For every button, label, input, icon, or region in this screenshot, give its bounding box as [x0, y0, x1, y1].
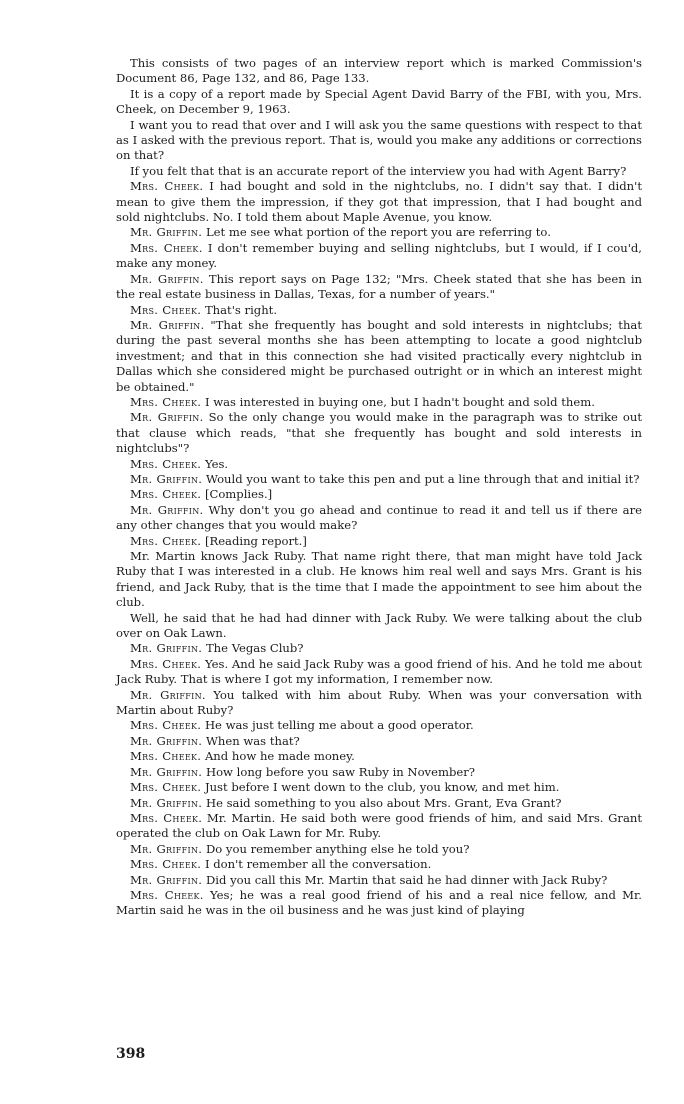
speaker-name: Mrs. Cheek.: [130, 302, 202, 317]
speaker-name: Mrs. Cheek.: [130, 240, 203, 255]
paragraph-text: This report says on Page 132; "Mrs. Cheek stated that she has been in the real estate business in Dallas, Texas, for a number of years.": [116, 271, 643, 302]
speaker-name: Mr. Griffin.: [130, 410, 204, 425]
paragraph-text: Yes; he was a real good friend of his and a real nice fellow, and Mr. Martin said he was in the oil business and he was just kind of playing: [116, 887, 642, 918]
paragraph: [116, 164, 642, 179]
speaker-paragraph: [116, 796, 642, 811]
paragraph-text: Would you want to take this pen and put a line through that and initial it?: [205, 471, 640, 486]
speaker-paragraph: [116, 873, 642, 888]
paragraph-text: [Complies.]: [204, 487, 273, 502]
speaker-name: Mrs. Cheek.: [130, 456, 202, 471]
speaker-name: Mrs. Cheek.: [130, 749, 202, 764]
speaker-name: Mr. Griffin.: [130, 641, 203, 656]
paragraph-text: I was interested in buying one, but I hadn't bought and sold them.: [204, 394, 595, 409]
paragraph-text: If you felt that that is an accurate report of the interview you had with Agent Barry?: [130, 163, 627, 178]
speaker-name: Mrs. Cheek.: [130, 179, 204, 194]
speaker-paragraph: [116, 657, 642, 688]
speaker-name: Mrs. Cheek.: [130, 810, 203, 825]
speaker-name: Mr. Griffin.: [130, 795, 203, 810]
speaker-paragraph: [116, 410, 642, 456]
speaker-name: Mrs. Cheek.: [130, 394, 202, 409]
speaker-paragraph: [116, 842, 642, 857]
paragraph-text: Did you call this Mr. Martin that said he had dinner with Jack Ruby?: [205, 872, 608, 887]
speaker-paragraph: [116, 241, 642, 272]
paragraph-text: I don't remember all the conversation.: [204, 857, 432, 872]
speaker-name: Mrs. Cheek.: [130, 533, 202, 548]
speaker-paragraph: [116, 303, 642, 318]
paragraph-text: That's right.: [204, 302, 278, 317]
speaker-name: Mr. Griffin.: [130, 502, 204, 517]
paragraph-text: It is a copy of a report made by Special Agent David Barry of the FBI, with you, Mrs. Cheek, on December 9, 1963.: [116, 86, 642, 117]
page-number: 398: [116, 1046, 146, 1062]
paragraph-text: Mr. Martin knows Jack Ruby. That name right there, that man might have told Jack Ruby that I was interested in a club. He knows him real well and says Mrs. Grant is his friend, and Jack Ruby, that is the time that I made the appointment to see him about the club.: [116, 549, 642, 610]
paragraph-text: Do you remember anything else he told you?: [205, 841, 470, 856]
paragraph-text: Just before I went down to the club, you know, and met him.: [204, 780, 560, 795]
speaker-paragraph: [116, 395, 642, 410]
paragraph-text: Yes. And he said Jack Ruby was a good friend of his. And he told me about Jack Ruby. That is where I got my information, I remember now.: [116, 656, 642, 687]
paragraph-text: Mr. Martin. He said both were good friends of him, and said Mrs. Grant operated the club on Oak Lawn for Mr. Ruby.: [116, 810, 642, 841]
speaker-name: Mrs. Cheek.: [130, 656, 202, 671]
paragraph-text: He was just telling me about a good operator.: [204, 718, 474, 733]
speaker-paragraph: [116, 749, 642, 764]
paragraph-text: Let me see what portion of the report you are referring to.: [205, 225, 551, 240]
speaker-name: Mrs. Cheek.: [130, 718, 202, 733]
speaker-paragraph: [116, 487, 642, 502]
paragraph-text: I had bought and sold in the nightclubs, no. I didn't say that. I didn't mean to give them the impression, if they got that impression, that I had bought and sold nightclubs. No. I told them about Maple Avenue, you know.: [116, 179, 642, 225]
speaker-paragraph: [116, 641, 642, 656]
paragraph-text: Well, he said that he had had dinner with Jack Ruby. We were talking about the club over on Oak Lawn.: [116, 610, 642, 641]
paragraph: [116, 118, 642, 164]
speaker-name: Mr. Griffin.: [130, 733, 203, 748]
paragraph: [116, 611, 642, 642]
speaker-paragraph: [116, 318, 642, 395]
paragraph-text: He said something to you also about Mrs. Grant, Eva Grant?: [205, 795, 562, 810]
speaker-paragraph: [116, 472, 642, 487]
paragraph-text: You talked with him about Ruby. When was your conversation with Martin about Ruby?: [116, 687, 642, 718]
speaker-paragraph: [116, 225, 642, 240]
paragraph-text: [Reading report.]: [204, 533, 307, 548]
speaker-name: Mrs. Cheek.: [130, 857, 202, 872]
speaker-name: Mr. Griffin.: [130, 317, 205, 332]
paragraph-text: "That she frequently has bought and sold interests in nightclubs; that during the past several months she has been attempting to locate a good nightclub investment; and that in this connection she had visited practically every nightclub in Dallas which she considered might be purchased outright or in which an interest might be obtained.": [116, 317, 643, 394]
paragraph: [116, 87, 642, 118]
speaker-paragraph: [116, 503, 642, 534]
paragraph-text: When was that?: [205, 733, 300, 748]
paragraph-text: And how he made money.: [204, 749, 355, 764]
paragraph-text: Why don't you go ahead and continue to read it and tell us if there are any other changes that you would make?: [116, 502, 642, 533]
paragraph: [116, 56, 642, 87]
paragraph: [116, 549, 642, 611]
speaker-paragraph: [116, 780, 642, 795]
speaker-name: Mrs. Cheek.: [130, 487, 202, 502]
speaker-name: Mr. Griffin.: [130, 872, 203, 887]
speaker-paragraph: [116, 457, 642, 472]
transcript-body: [116, 56, 642, 919]
speaker-name: Mr. Griffin.: [130, 225, 203, 240]
speaker-paragraph: [116, 688, 642, 719]
speaker-paragraph: [116, 811, 642, 842]
speaker-name: Mr. Griffin.: [130, 764, 203, 779]
speaker-name: Mr. Griffin.: [130, 271, 204, 286]
speaker-name: Mr. Griffin.: [130, 687, 206, 702]
speaker-name: Mrs. Cheek.: [130, 887, 204, 902]
speaker-paragraph: [116, 718, 642, 733]
paragraph-text: The Vegas Club?: [205, 641, 304, 656]
speaker-paragraph: [116, 734, 642, 749]
speaker-name: Mr. Griffin.: [130, 471, 203, 486]
speaker-paragraph: [116, 179, 642, 225]
paragraph-text: Yes.: [204, 456, 229, 471]
speaker-name: Mrs. Cheek.: [130, 780, 202, 795]
speaker-paragraph: [116, 888, 642, 919]
paragraph-text: How long before you saw Ruby in November?: [205, 764, 475, 779]
speaker-name: Mr. Griffin.: [130, 841, 203, 856]
speaker-paragraph: [116, 534, 642, 549]
speaker-paragraph: [116, 765, 642, 780]
paragraph-text: So the only change you would make in the paragraph was to strike out that clause which reads, "that she frequently has bought and sold interests in nightclubs"?: [116, 410, 642, 456]
speaker-paragraph: [116, 272, 642, 303]
speaker-paragraph: [116, 857, 642, 872]
paragraph-text: This consists of two pages of an interview report which is marked Commission's Document 86, Page 132, and 86, Page 133.: [116, 56, 642, 86]
paragraph-text: I want you to read that over and I will ask you the same questions with respect to that as I asked with the previous report. That is, would you make any additions or corrections on that?: [116, 117, 642, 163]
paragraph-text: I don't remember buying and selling nightclubs, but I would, if I cou'd, make any money.: [116, 240, 642, 271]
